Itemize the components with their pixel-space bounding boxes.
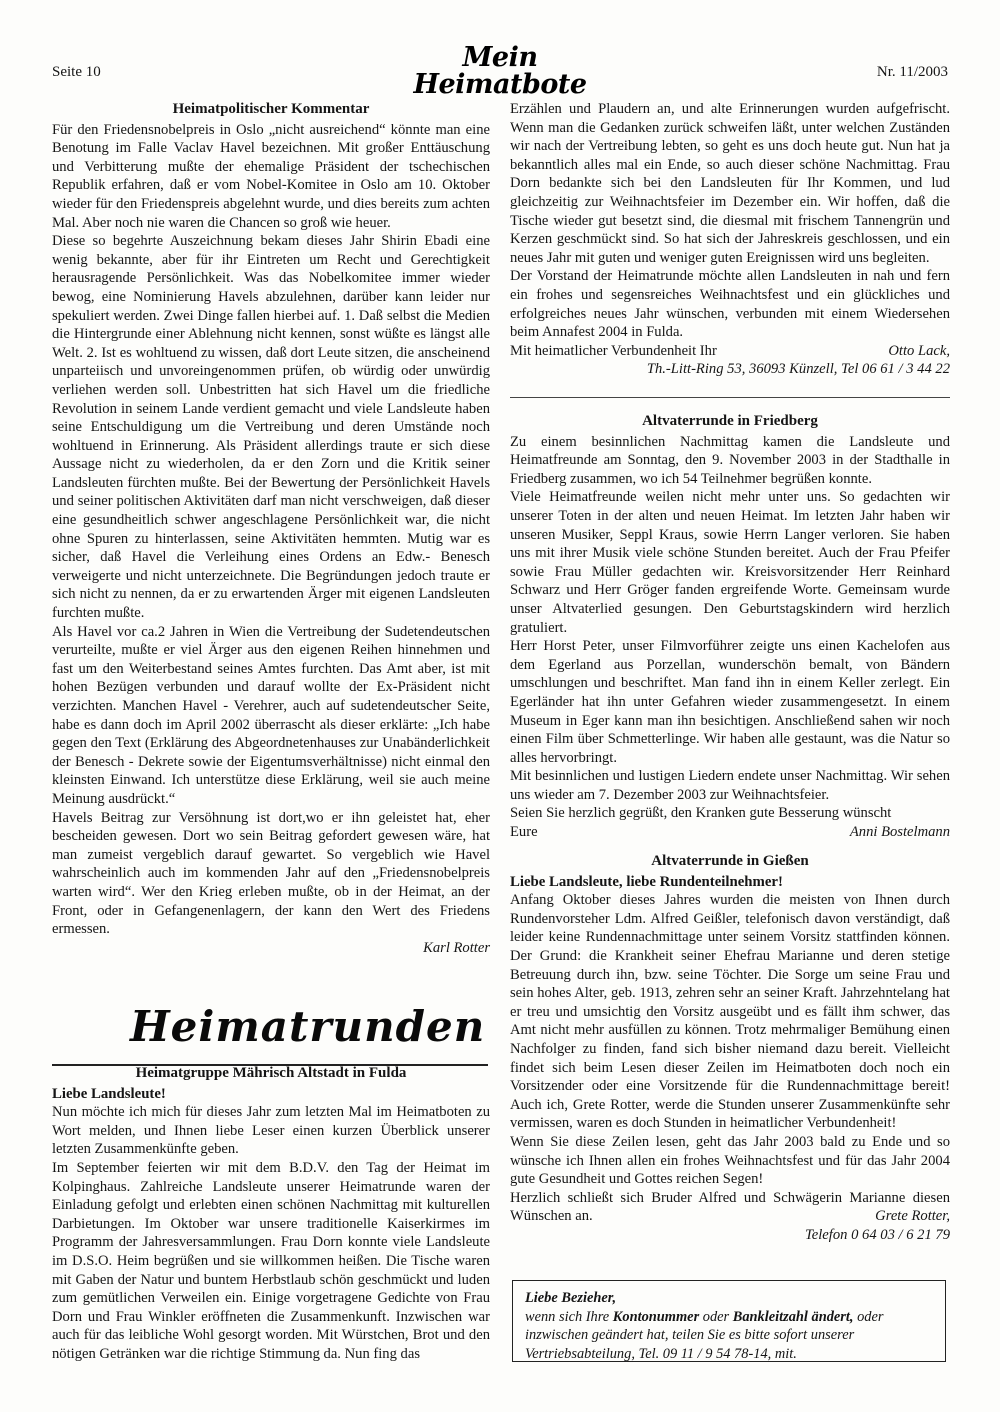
fulda-section <box>52 1064 490 1364</box>
left-column <box>52 100 490 957</box>
fulda-address: Th.-Litt-Ring 53, 36093 Künzell, Tel 06 61 / 3 44 22 <box>646 361 950 378</box>
right-column-top <box>510 100 950 379</box>
fulda-signature-row <box>510 342 950 361</box>
friedberg-closing: Eure <box>510 824 538 841</box>
friedberg-title: Altvaterrunde in Friedberg <box>642 413 818 429</box>
kommentar-author: Karl Rotter <box>423 939 490 956</box>
friedberg-paragraph: Mit besinnlichen und lustigen Liedern endete unser Nachmittag. Wir sehen uns wieder am 7. Dezember 2003 zur Weihnachtsfeier. <box>510 768 950 803</box>
fulda-paragraph: Im September feierten wir mit dem B.D.V. den Tag der Heimat im Kolpinghaus. Zahlreiche Landsleute unserer Heimatrunde waren der Einladung gefolgt und erlebten einen schönen Nachmittag mit kulturellen Darbietungen. Im Oktober war unsere traditionelle Kaiserkirmes im Programm der Jahresversammlungen. Frau Dorn konnte viele Landsleute im D.S.O. Heim begrüßen und sie willkommen heißen. Die Tische waren mit Gaben der Natur und buntem Herbstlaub schön geschmückt und luden zum gemütlichen Verweilen ein. Einige vorgetragene Gedichte von Frau Dorn und Frau Winkler eröffneten die Zusammenkunft. Inzwischen war auch für das leibliche Wohl gesorgt worden. Mit Würstchen, Brot und den nötigen Getränken war die richtige Stimmung da. Nun fing das <box>52 1159 490 1362</box>
fulda-closing: Mit heimatlicher Verbundenheit Ihr <box>510 342 717 359</box>
giessen-paragraph: Anfang Oktober dieses Jahres wurden die meisten von Ihnen durch Rundenvorsteher Ldm. Alfred Geißler, telefonisch davon verständigt, daß leider keine Rundennachmittage unter seinem Vorsitz stattfinden können. Der Grund: die Krankheit seiner Ehefrau Marianne und deren stetige Betreuung durch ihn, bzw. seine Töchter. Die Sorge um seine Frau und sein hohes Alter, geb. 1913, zehren sehr an seiner Kraft. Jahrzehntelang hat er treu und umsichtig den Vorsitz ausgeübt und es fällt ihm schwer, das Amt nicht mehr ausfüllen zu können. Trotz mehrmaliger Bemühung einen Nachfolger zu finden, fand sich bisher niemand dazu bereit. Vielleicht findet sich beim Lesen dieser Zeilen im Heimatboten doch noch ein Vorsitzender oder eine Vorsitzende für die Rundennachmittage bereit! Auch ich, Grete Rotter, werde die Stunden unserer Zusammenkünfte sehr vermissen, waren es doch Stunden in heimatlicher Verbundenheit! <box>510 892 950 1132</box>
friedberg-paragraph: Viele Heimatfreunde weilen nicht mehr unter uns. So gedachten wir unserer Toten in der alten und neuen Heimat. Im letzten Jahr haben wir unseren Musiker, Seppl Kraus, sowie Herrn Langer verloren. Sie haben uns mit ihrer Musik viele schöne Stunden bereitet. Auch der Frau Pfeifer sowie Frau Müller gedachten wir. Kreisvorsitzender Herr Reinhard Schwarz und Herr Gröger fanden ergreifende Worte. Gemeinsam wurde unser Altvaterlied gesungen. Den Geburtstagskindern wird herzlich gratuliert. <box>510 489 950 636</box>
notice-kontonummer: Kontonummer <box>612 1308 700 1325</box>
subscriber-notice-box <box>512 1280 946 1362</box>
friedberg-author: Anni Bostelmann <box>849 824 950 841</box>
notice-text-part: oder <box>699 1308 733 1325</box>
kommentar-paragraph: Havels Beitrag zur Versöhnung ist dort,wo er ihn geleistet hat, eher bescheiden gewesen. Dort wo sein Beitrag gefordert gewesen wäre, hat man zumeist vergeblich darauf gewartet. So vergeblich wie Havel wahrscheinlich auch im kommenden Jahr auf den „Friedensnobelpreis warten wird“. Wer den Krieg erleben mußte, ob in der Heimat, an der Front, oder in Gefangenenlagern, der kann den Wert des Friedens ermessen. <box>52 809 490 938</box>
heimatrunden-banner <box>52 1000 488 1066</box>
kommentar-paragraph: Für den Friedensnobelpreis in Oslo „nicht ausreichend“ könnte man eine Benotung im Falle Vaclav Havel bezeichnen. Mit großer Enttäuschung und Verbitterung mußte der ehemalige Präsident der tschechischen Republik erfahren, daß er vom Nobel-Komitee in Oslo am 10. Oktober wieder für den Friedenspreis abgelehnt wurde, und dies bereits zum achten Mal. Aber noch nie waren die Chancen so groß wie heuer. <box>52 121 490 231</box>
fulda-greeting: Liebe Landsleute! <box>52 1085 166 1102</box>
section-divider <box>510 397 950 398</box>
notice-heading: Liebe Bezieher, <box>525 1290 617 1306</box>
giessen-paragraph: Wenn Sie diese Zeilen lesen, geht das Jahr 2003 bald zu Ende und so wünsche ich Ihnen allen ein frohes Weihnachtsfest und für das Jahr 2004 gute Gesundheit und Gottes reichen Segen! <box>510 1133 950 1188</box>
giessen-author: Grete Rotter, <box>875 1208 950 1225</box>
issue-number: Nr. 11/2003 <box>876 64 948 80</box>
fulda-title: Heimatgruppe Mährisch Altstadt in Fulda <box>135 1065 407 1081</box>
kommentar-title: Heimatpolitischer Kommentar <box>172 101 370 117</box>
friedberg-paragraph: Zu einem besinnlichen Nachmittag kamen die Landsleute und Heimatfreunde am Sonntag, den 9. November 2003 in der Stadthalle in Friedberg zusammen, wo ich 54 Teilnehmer begrüßen konnte. <box>510 433 950 487</box>
giessen-paragraph: Herzlich schließt sich Bruder Alfred und Schwägerin Marianne diesen Wünschen an. <box>510 1189 950 1225</box>
banner-title: Heimatrunden <box>130 1002 486 1051</box>
giessen-signature-row <box>510 1189 950 1226</box>
notice-text-part: wenn sich Ihre <box>525 1308 613 1325</box>
friedberg-paragraph: Seien Sie herzlich gegrüßt, den Kranken gute Besserung wünscht <box>510 805 892 822</box>
fulda-author: Otto Lack, <box>888 342 950 359</box>
giessen-greeting: Liebe Landsleute, liebe Rundenteilnehmer! <box>510 873 783 890</box>
friedberg-signature-row <box>510 823 950 842</box>
giessen-section <box>510 852 950 1244</box>
fulda-paragraph: Erzählen und Plaudern an, und alte Erinnerungen wurden aufgefrischt. Wenn man die Gedanken zurück schweifen läßt, unter welchen Zuständen wir nach der Vertreibung lebten, so geht es uns doch heute gut. Nun hat ja bekanntlich alles mal ein Ende, so auch dieser schöne Nachmittag. Frau Dorn bedankte sich bei den Landsleuten für Ihr Kommen, und lud gleichzeitig zur Weihnachtsfeier im Dezember ein. Wir hoffen, daß die Tische wieder gut besetzt sind, die diesmal mit frischem Tannengrün und Kerzen geschmückt sind. So hat sich der Jahreskreis geschlossen, und ein neues Jahr mit guten und weniger guten Ereignissen wird uns begleiten. <box>510 101 950 266</box>
kommentar-paragraph: Diese so begehrte Auszeichnung bekam dieses Jahr Shirin Ebadi eine wenig bekannte, aber für ihr Eintreten um Recht und Gerechtigkeit herausragende Persönlichkeit. Was das Nobelkomitee immer wieder bewog, eine Nominierung Havels abzulehnen, darüber kann leider nur spekuliert werden. Zwei Dinge fallen hierbei auf. 1. Daß selbst die Medien die Hintergrunde einer Ablehnung nicht kennen, sonst wüßte es längst alle Welt. 2. Ist es wohltuend zu wissen, daß dort Leute sitzen, die anscheinend unparteiisch und unvoreingenommen prüfen, ob würdig oder unwürdig verliehen werden soll. Unbestritten hat sich Havel um die friedliche Revolution in seinem Lande verdient gemacht und viele Landsleute haben seine Entschuldigung um die Vertreibung und deren Umstände noch wohltuend in Erinnerung. Als Präsident allerdings traute er sich diese Aussage nicht zu wiederholen, da er den Zorn und die Kritik seiner Landsleuten fürchten mußte. Bei der Bewertung der Persönlichkeit Havels und seiner politischen Aktivitäten darf man nicht verschweigen, daß dieser eine gesundheitlich schwer angeschlagene Persönlichkeit war, die nicht ohne Spuren zu hinterlassen, seine Aktivitäten hemmten. Mutig war es sicher, daß Havel die Verleihung eines Ordens an Edw.- Benesch verweigerte und nicht unterzeichnete. Die Begründungen jedoch traute er sich nicht zu nennen, da er zu erwartenden Ärger mit eigenen Landsleuten furchten mußte. <box>52 233 490 622</box>
masthead-logo: Mein Heimatbote <box>413 42 587 100</box>
notice-text <box>525 1308 933 1364</box>
notice-bankleitzahl: Bankleitzahl ändert, <box>732 1308 854 1325</box>
page-number: Seite 10 <box>52 64 101 80</box>
fulda-paragraph: Nun möchte ich mich für dieses Jahr zum letzten Mal im Heimatboten zu Wort melden, und Ihnen liebe Leser einen kurzen Überblick unserer letzten Zusammenkünfte geben. <box>52 1104 490 1158</box>
kommentar-paragraph: Als Havel vor ca.2 Jahren in Wien die Vertreibung der Sudetendeutschen verurteilte, mußte er viel Ärger aus den eigenen Reihen hinnehmen und fast um den Weiterbestand seines Amtes furchten. Das Amt aber, ist mit hohen Bezügen verbunden und darauf wollte der Ex-Präsident nicht verzichten. Manchen Havel - Verehrer, auch auf sudetendeutscher Seite, habe es dann doch im April 2002 überrascht als dieser erklärte: „Ich habe gegen den Text (Erklärung des Abgeordnetenhauses zur Unabänderlichkeit der Benesch - Dekrete sowie der Eigentumsverhältnisse) nicht einmal den kleinsten Einwand. Ich unterstütze diese Erklärung, weil sie auch meine Meinung ausdrückt.“ <box>52 623 490 807</box>
friedberg-section <box>510 412 950 842</box>
notice-text-part: oder inzwischen geändert hat, teilen Sie es bitte sofort unserer Vertriebsabteilung, Tel. 09 11 / 9 54 78-14, mit. <box>525 1308 884 1362</box>
giessen-title: Altvaterrunde in Gießen <box>651 853 809 869</box>
friedberg-paragraph: Herr Horst Peter, unser Filmvorführer zeigte uns einen Kachelofen aus dem Egerland aus Porzellan, wunderschön bemalt, von Bändern umschlungen und beschriftet. Man fand ihn in einem Keller zerlegt. Ein Egerländer hat ihn unter Gefahren wieder zusammengesetzt. In einem Museum in Eger kann man ihn besichtigen. Anschließend sahen wir noch einen Film über Schmetterlinge. Wir haben alle gestaunt, was die Natur so alles hervorbringt. <box>510 638 950 766</box>
fulda-paragraph: Der Vorstand der Heimatrunde möchte allen Landsleuten in nah und fern ein frohes und segensreiches Weihnachtsfest und ein glückliches und erfolgreiches neues Jahr wünschen, verbunden mit einem Wiedersehen beim Annafest 2004 in Fulda. <box>510 268 950 341</box>
giessen-phone: Telefon 0 64 03 / 6 21 79 <box>805 1226 950 1243</box>
